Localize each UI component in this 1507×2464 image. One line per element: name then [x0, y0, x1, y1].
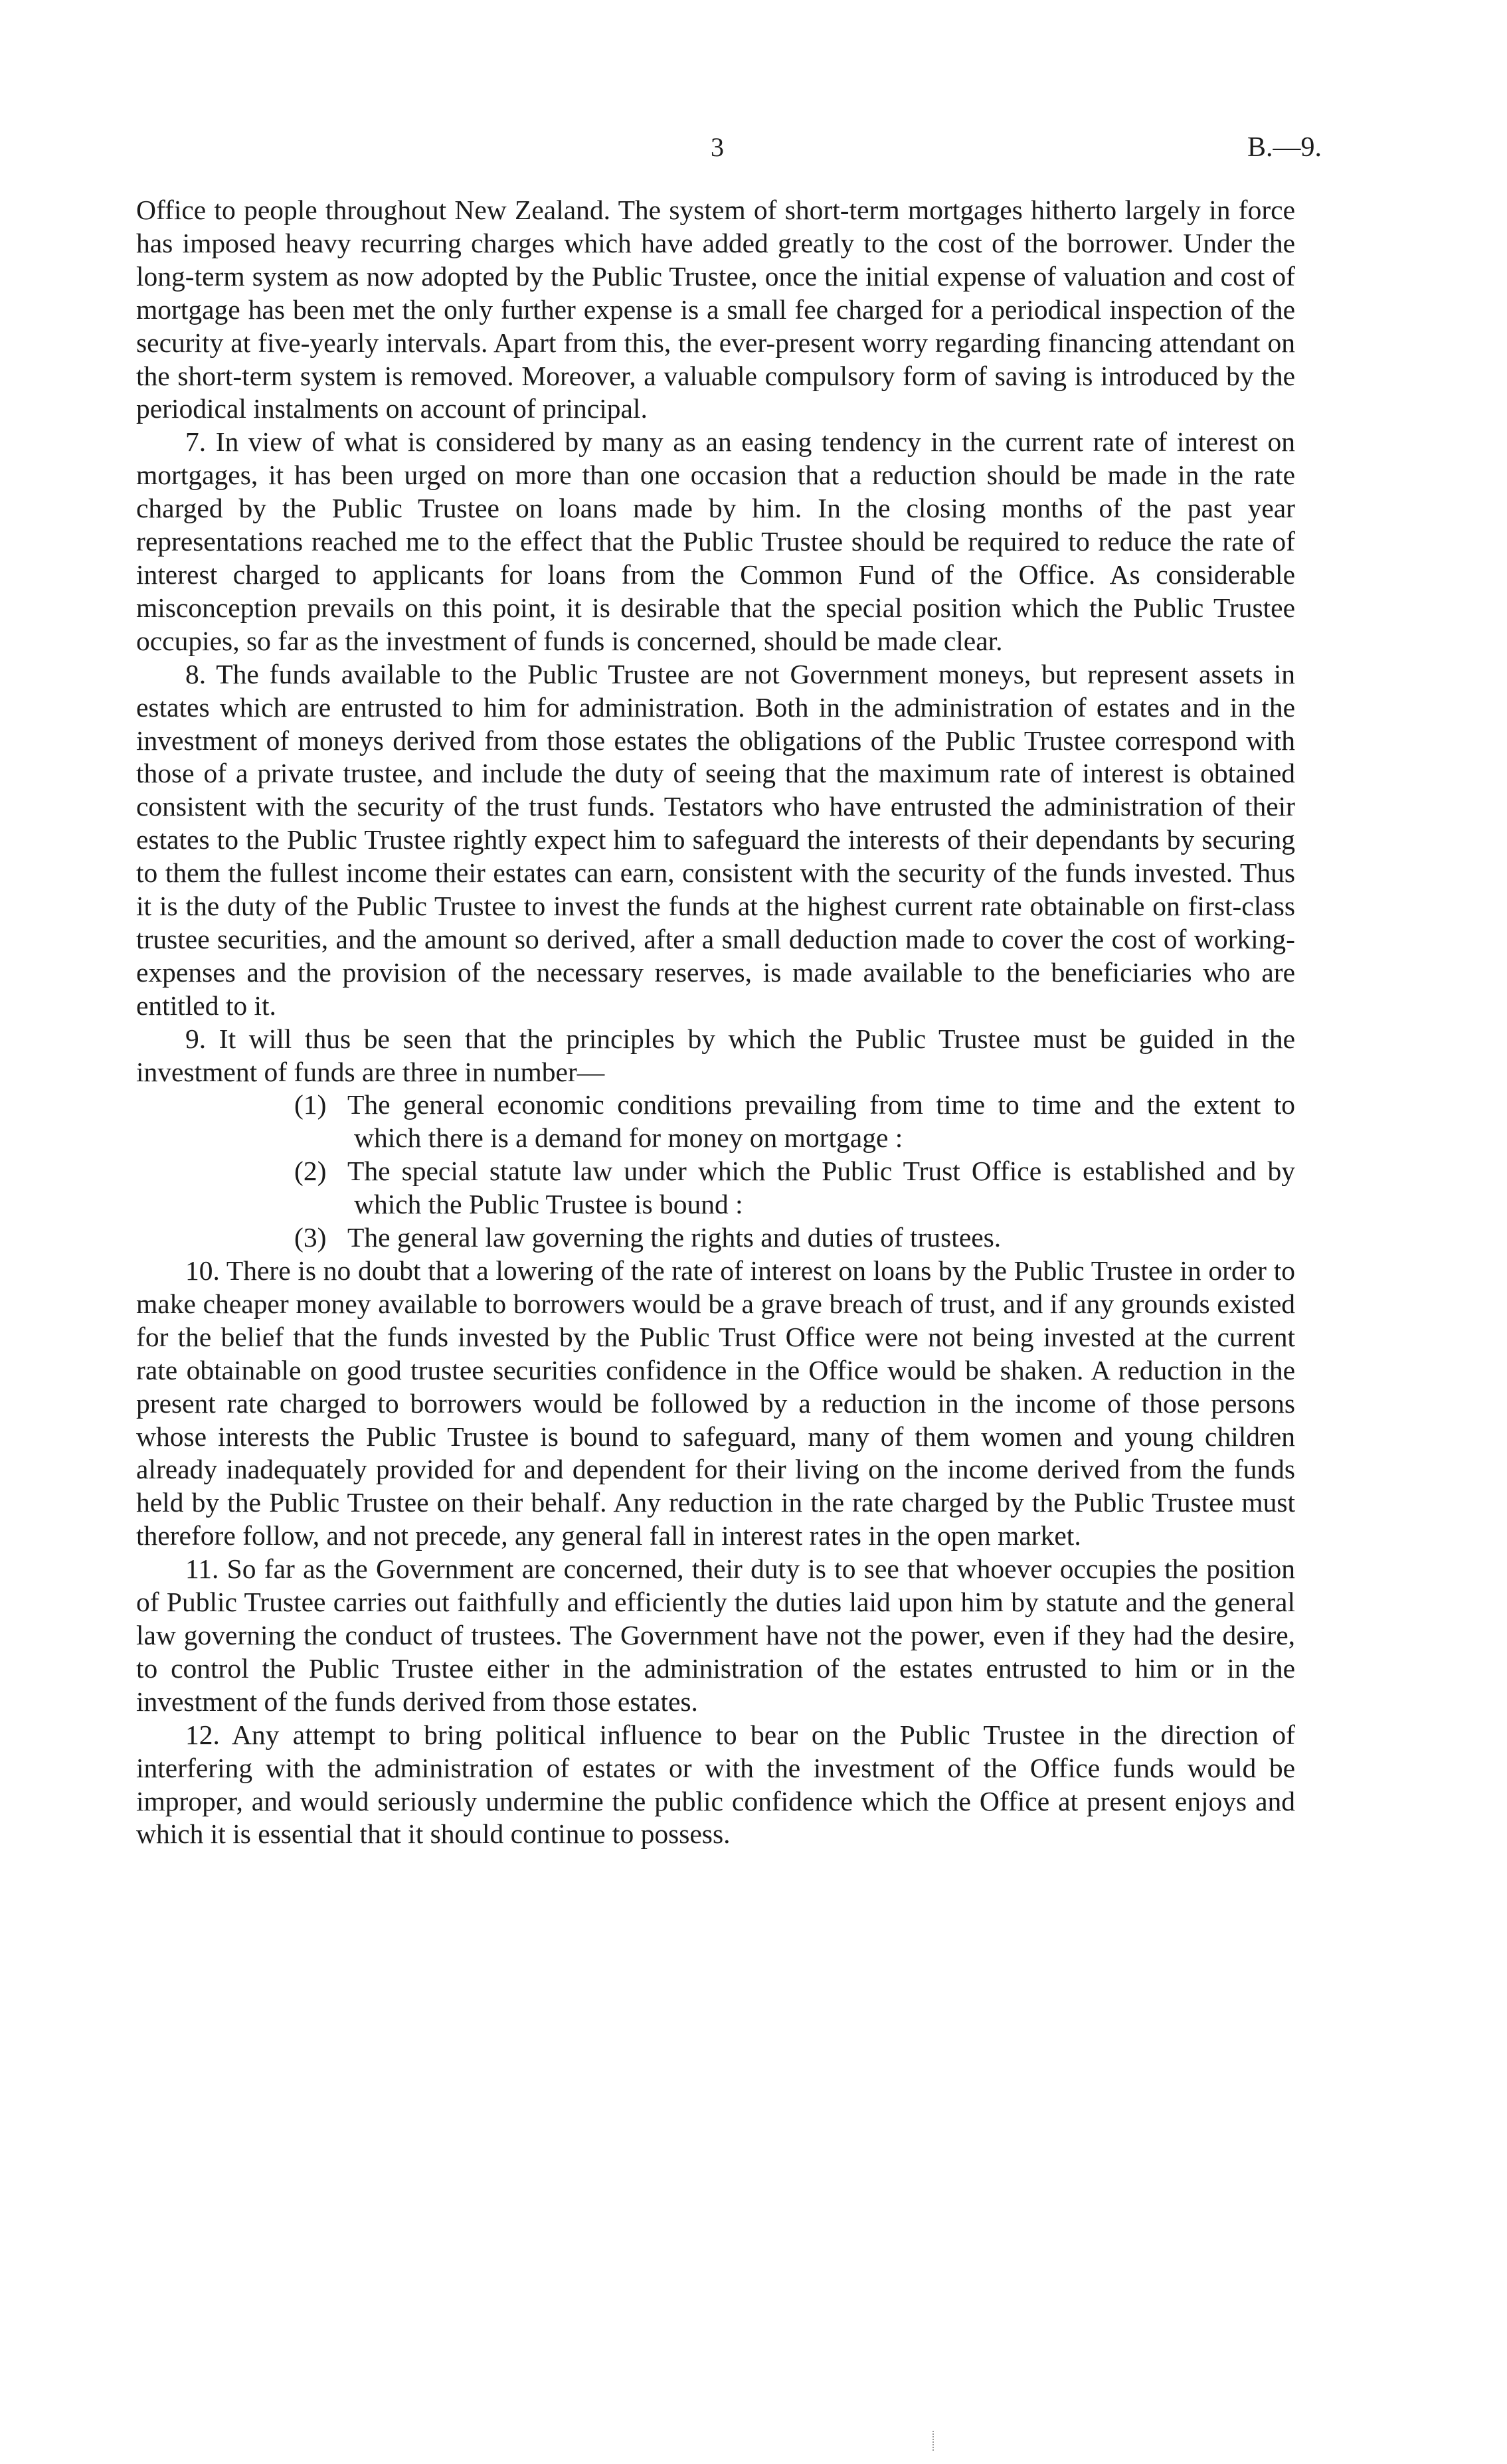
paragraph-10: 10. There is no doubt that a lowering of the rate of interest on loans by the Public Trustee in order to make cheaper money available to borrowers would be a grave breach of trust, and if any grounds existed for the belief that the funds invested by the Public Trust Office were not being invested at the current rate obtainable on good trustee securities confidence in the Office would be shaken. A reduction in the present rate charged to borrowers would be followed by a reduction in the income of those persons whose interests the Public Trustee is bound to safeguard, many of them women and young children already inadequately provided for and dependent for their living on the income derived from the funds held by the Public Trustee on their behalf. Any reduction in the rate charged by the Public Trustee must therefore follow, and not precede, any general fall in interest rates in the open market. [136, 1255, 1295, 1551]
list-item [258, 1089, 1295, 1155]
list-item [258, 1221, 1295, 1255]
paragraph-6-continuation: Office to people throughout New Zealand. The system of short-term mortgages hitherto largely in force has imposed heavy recurring charges which have added greatly to the cost of the borrower. Under the long-term system as now adopted by the Public Trustee, once the initial expense of valuation and cost of mortgage has been met the only further expense is a small fee charged for a periodical inspection of the security at five-yearly intervals. Apart from this, the ever-present worry regarding financing attendant on the short-term system is removed. Moreover, a valuable compulsory form of saving is introduced by the periodical instalments on account of principal. [136, 195, 1295, 424]
list-item-text: The general law governing the rights and duties of trustees. [347, 1222, 1002, 1253]
body-text [136, 194, 1295, 1851]
page-number: 3 [711, 132, 724, 162]
list-item-number: (2) [294, 1156, 327, 1187]
paragraph-9: 9. It will thus be seen that the principles by which the Public Trustee must be guided in the investment of funds are three in number— [136, 1023, 1295, 1087]
paragraph-8: 8. The funds available to the Public Trustee are not Government moneys, but represent assets in estates which are entrusted to him for administration. Both in the administration of estates and in the investment of moneys derived from those estates the obligations of the Public Trustee correspond with those of a private trustee, and include the duty of seeing that the maximum rate of interest is obtained consistent with the security of the trust funds. Testators who have entrusted the administration of their estates to the Public Trustee rightly expect him to safeguard the interests of their dependants by securing to them the fullest income their estates can earn, consistent with the security of the funds invested. Thus it is the duty of the Public Trustee to invest the funds at the highest current rate obtainable on first-class trustee securities, and the amount so derived, after a small deduction made to cover the cost of working-expenses and the provision of the necessary reserves, is made available to the beneficiaries who are entitled to it. [136, 658, 1295, 1021]
list-item-text: The general economic conditions prevailing from time to time and the extent to which there is a demand for money on mortgage : [347, 1089, 1295, 1154]
list-item-text: The special statute law under which the Public Trust Office is established and by which the Public Trustee is bound : [347, 1156, 1295, 1220]
paragraph-11: 11. So far as the Government are concerned, their duty is to see that whoever occupies the position of Public Trustee carries out faithfully and efficiently the duties laid upon him by statute and the general law governing the conduct of trustees. The Government have not the power, even if they had the desire, to control the Public Trustee either in the administration of the estates entrusted to him or in the investment of the funds derived from those estates. [136, 1553, 1295, 1717]
list-item-number: (3) [294, 1222, 327, 1253]
paragraph-7: 7. In view of what is considered by many as an easing tendency in the current rate of interest on mortgages, it has been urged on more than one occasion that a reduction should be made in the rate charged by the Public Trustee on loans made by him. In the closing months of the past year representations reached me to the effect that the Public Trustee should be required to reduce the rate of interest charged to applicants for loans from the Common Fund of the Office. As considerable misconception prevails on this point, it is desirable that the special position which the Public Trustee occupies, so far as the investment of funds is concerned, should be made clear. [136, 426, 1295, 656]
paragraph-12: 12. Any attempt to bring political influence to bear on the Public Trustee in the direction of interfering with the administration of estates or with the investment of the Office funds would be improper, and would seriously undermine the public confidence which the Office at present enjoys and which it is essential that it should continue to possess. [136, 1719, 1295, 1850]
document-reference: B.—9. [1247, 132, 1322, 163]
list-item-number: (1) [294, 1089, 327, 1120]
scan-mark [932, 2431, 939, 2451]
list-item [258, 1155, 1295, 1221]
principles-list [136, 1089, 1295, 1255]
